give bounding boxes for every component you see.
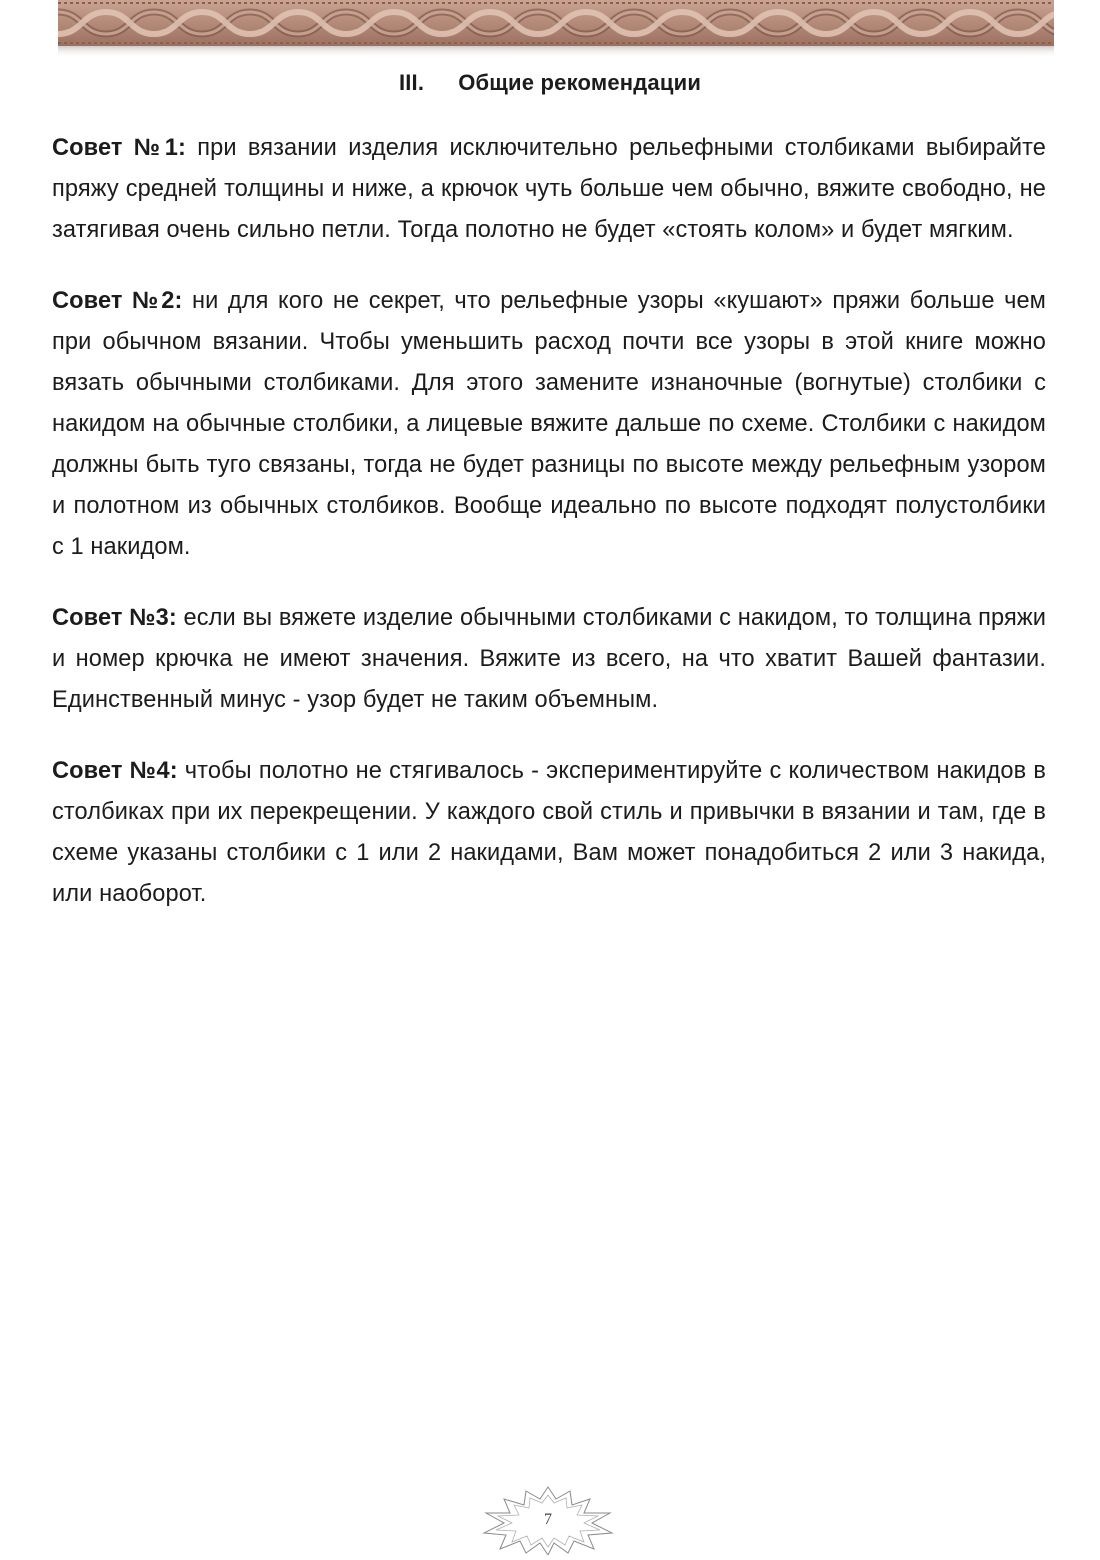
tips-content <box>52 128 1046 945</box>
page-number: 7 <box>544 1511 552 1528</box>
section-title: Общие рекомендации <box>458 70 702 95</box>
section-heading <box>0 70 1100 96</box>
tip-paragraph <box>52 281 1046 568</box>
tip-label: Совет №1: <box>52 135 186 161</box>
tip-paragraph <box>52 128 1046 251</box>
tip-text: ни для кого не секрет, что рельефные узоры «кушают» пряжи больше чем при обычном вязании. Чтобы уменьшить расход почти все узоры в этой книге можно вязать обычными столбиками. Для этого замените изнаночные (вогнутые) столбики с накидом на обычные столбики, а лицевые вяжите дальше по схеме. Столбики с накидом должны быть туго связаны, тогда не будет разницы по высоте между рельефным узором и полотном из обычных столбиков. Вообще идеально по высоте подходят полустолбики с 1 накидом. <box>52 288 1047 560</box>
tip-label: Совет №2: <box>52 288 183 314</box>
tip-text: если вы вяжете изделие обычными столбиками с накидом, то толщина пряжи и номер крючка не имеют значения. Вяжите из всего, на что хватит Вашей фантазии. Единственный минус - узор будет не таким объемным. <box>52 605 1046 713</box>
tip-text: чтобы полотно не стягивалось - экспериментируйте с количеством накидов в столбиках при их перекрещении. У каждого свой стиль и привычки в вязании и там, где в схеме указаны столбики с 1 или 2 накидами, Вам может понадобиться 2 или 3 накида, или наоборот. <box>52 758 1046 907</box>
tip-paragraph <box>52 598 1046 721</box>
section-number: III. <box>398 70 425 95</box>
tip-text: при вязании изделия исключительно рельефными столбиками выбирайте пряжу средней толщины и ниже, а крючок чуть больше чем обычно, вяжите свободно, не затягивая очень сильно петли. Тогда полотно не будет «стоять колом» и будет мягким. <box>52 135 1046 243</box>
page-number-badge <box>478 1485 618 1555</box>
knit-cable-banner <box>58 0 1054 58</box>
tip-label: Совет №3: <box>52 605 177 631</box>
tip-label: Совет №4: <box>52 758 178 784</box>
tip-paragraph <box>52 751 1046 915</box>
